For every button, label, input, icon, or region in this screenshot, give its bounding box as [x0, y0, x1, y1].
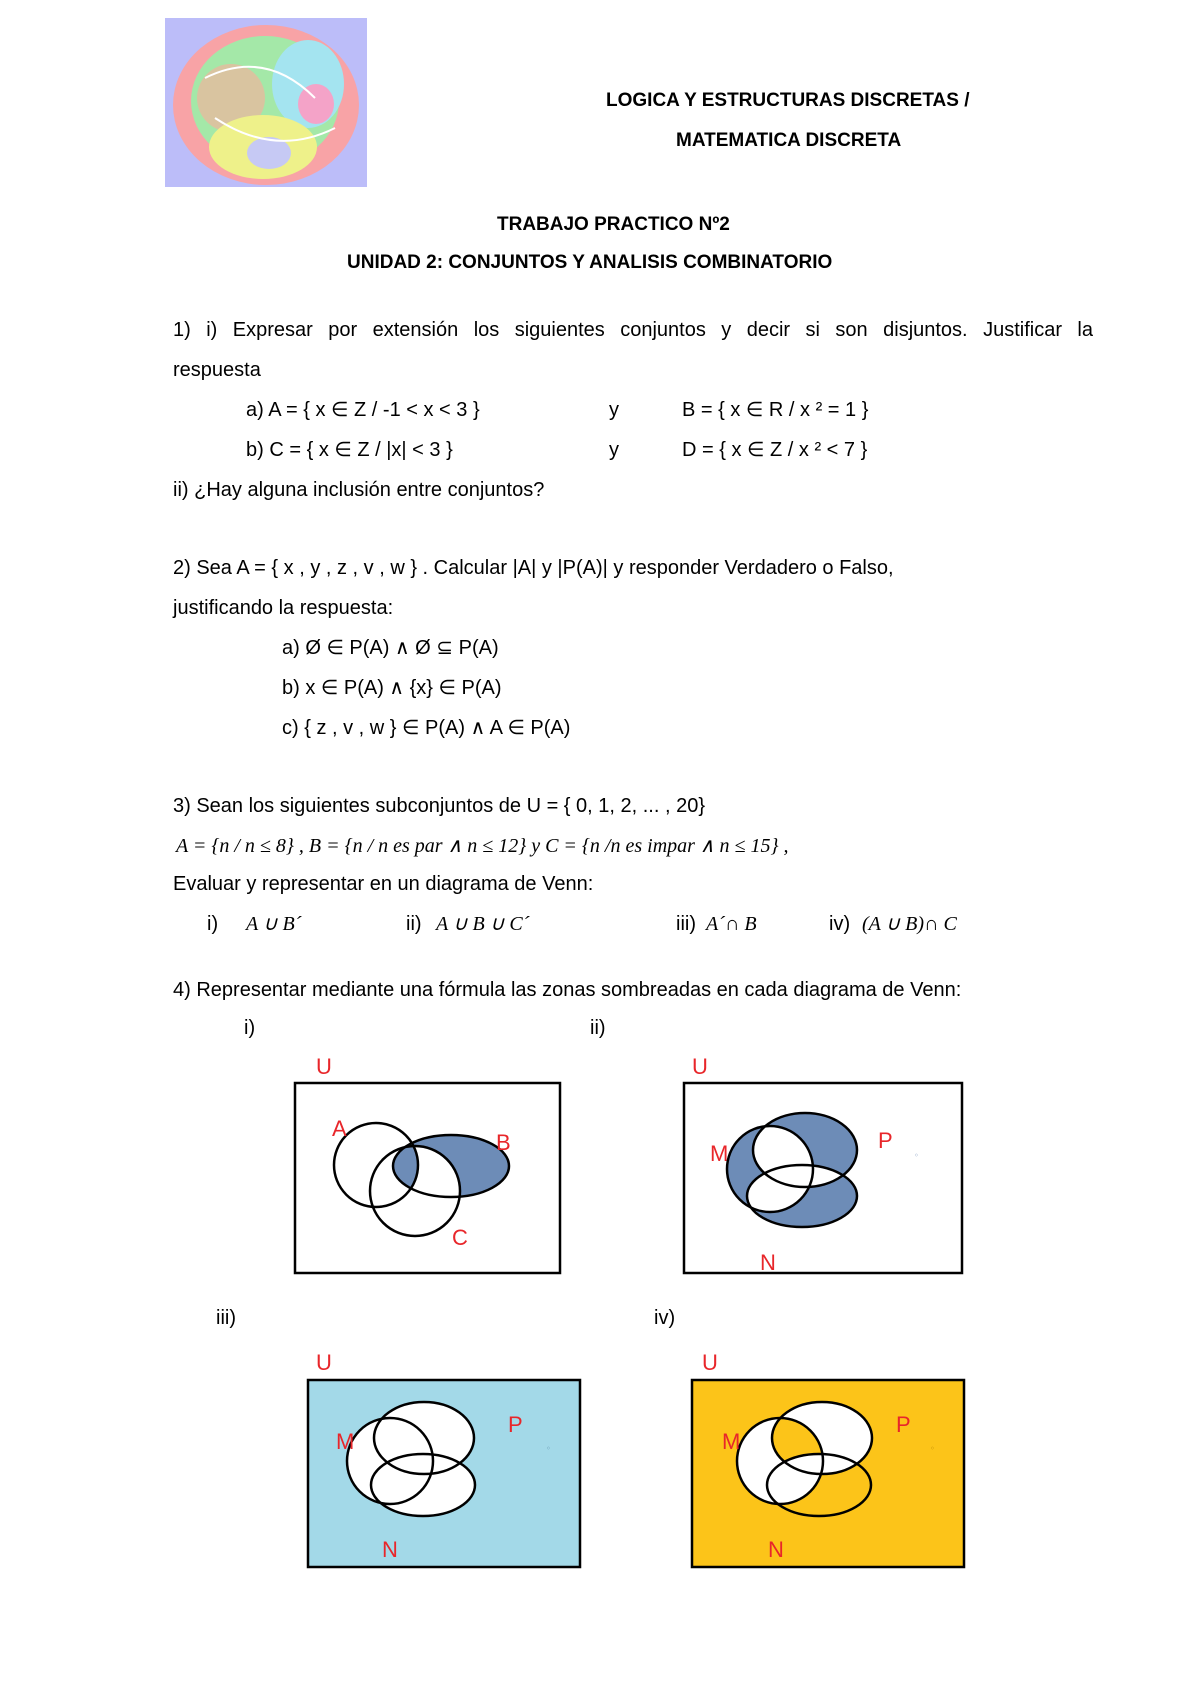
set-b-label: B [496, 1130, 511, 1155]
q3-iv-label: iv) [829, 913, 851, 935]
q3-set-definitions: A = {n / n ≤ 8} , B = {n / n es par ∧ n ≤ 12} y C = {n /n es impar ∧ n ≤ 15} , [176, 835, 789, 857]
q3-intro: 3) Sean los siguientes subconjuntos de U = { 0, 1, 2, ... , 20} [173, 795, 706, 817]
q1-b-left: b) C = { x ∈ Z / |x| < 3 } [246, 439, 453, 461]
set-n-label: N [382, 1537, 398, 1562]
set-m-label: M [710, 1141, 729, 1166]
venn-diagram-i [280, 1048, 600, 1288]
set-m-label: M [336, 1429, 355, 1454]
q1-intro-continuation: respuesta [173, 359, 261, 381]
q1-a-right: B = { x ∈ R / x ² = 1 } [682, 399, 869, 421]
q3-iii-expr: A´∩ B [706, 913, 757, 935]
q1-ii: ii) ¿Hay alguna inclusión entre conjuntos? [173, 479, 545, 501]
set-n-label: N [768, 1537, 784, 1562]
q3-ii-label: ii) [406, 913, 422, 935]
q2-c: c) { z , v , w } ∈ P(A) ∧ A ∈ P(A) [282, 717, 571, 739]
q1-b-right: D = { x ∈ Z / x ² < 7 } [682, 439, 868, 461]
svg-text:◦: ◦ [546, 1444, 551, 1453]
course-subtitle: MATEMATICA DISCRETA [676, 130, 902, 151]
q3-i-label: i) [207, 913, 219, 935]
q2-b: b) x ∈ P(A) ∧ {x} ∈ P(A) [282, 677, 502, 699]
set-p-label: P [508, 1412, 523, 1437]
q4-intro: 4) Representar mediante una fórmula las zonas sombreadas en cada diagrama de Venn: [173, 979, 962, 1001]
unit-title: UNIDAD 2: CONJUNTOS Y ANALISIS COMBINATORIO [347, 252, 833, 273]
q3-iv-expr: (A ∪ B)∩ C [862, 913, 957, 935]
page-title: TRABAJO PRACTICO Nº2 [497, 214, 730, 235]
q1-b-and: y [609, 439, 619, 461]
q4-diagram-ii-label: ii) [590, 1017, 606, 1039]
set-n-label: N [760, 1250, 776, 1275]
venn-diagram-ii [660, 1048, 980, 1288]
q3-ii-expr: A ∪ B ∪ C´ [436, 913, 530, 935]
q1-a-and: y [609, 399, 619, 421]
q4-diagram-i-label: i) [244, 1017, 256, 1039]
set-p-label: P [896, 1412, 911, 1437]
q1-intro: 1) i) Expresar por extensión los siguientes conjuntos y decir si son disjuntos. Justificar la [173, 319, 1093, 341]
universe-label: U [702, 1350, 718, 1375]
venn-diagram-iii [290, 1346, 610, 1586]
q2-intro: 2) Sea A = { x , y , z , v , w } . Calcular |A| y |P(A)| y responder Verdadero o Falso, [173, 557, 894, 579]
q4-diagram-iv-label: iv) [654, 1307, 676, 1329]
svg-text:◦: ◦ [930, 1444, 935, 1453]
venn-logo-icon [165, 18, 367, 187]
set-a-label: A [332, 1116, 347, 1141]
set-p-label: P [878, 1128, 893, 1153]
svg-text:◦: ◦ [914, 1151, 919, 1160]
q3-i-expr: A ∪ B´ [246, 913, 302, 935]
universe-label: U [316, 1350, 332, 1375]
course-title: LOGICA Y ESTRUCTURAS DISCRETAS / [606, 90, 970, 111]
q1-a-left: a) A = { x ∈ Z / -1 < x < 3 } [246, 399, 480, 421]
q4-diagram-iii-label: iii) [216, 1307, 236, 1329]
q3-iii-label: iii) [676, 913, 696, 935]
q2-a: a) Ø ∈ P(A) ∧ Ø ⊆ P(A) [282, 637, 499, 659]
q2-intro-continuation: justificando la respuesta: [173, 597, 394, 619]
set-m-label: M [722, 1429, 741, 1454]
set-c-label: C [452, 1225, 468, 1250]
q3-evaluate: Evaluar y representar en un diagrama de Venn: [173, 873, 594, 895]
venn-diagram-iv [680, 1346, 1000, 1586]
universe-label: U [316, 1054, 332, 1079]
universe-label: U [692, 1054, 708, 1079]
